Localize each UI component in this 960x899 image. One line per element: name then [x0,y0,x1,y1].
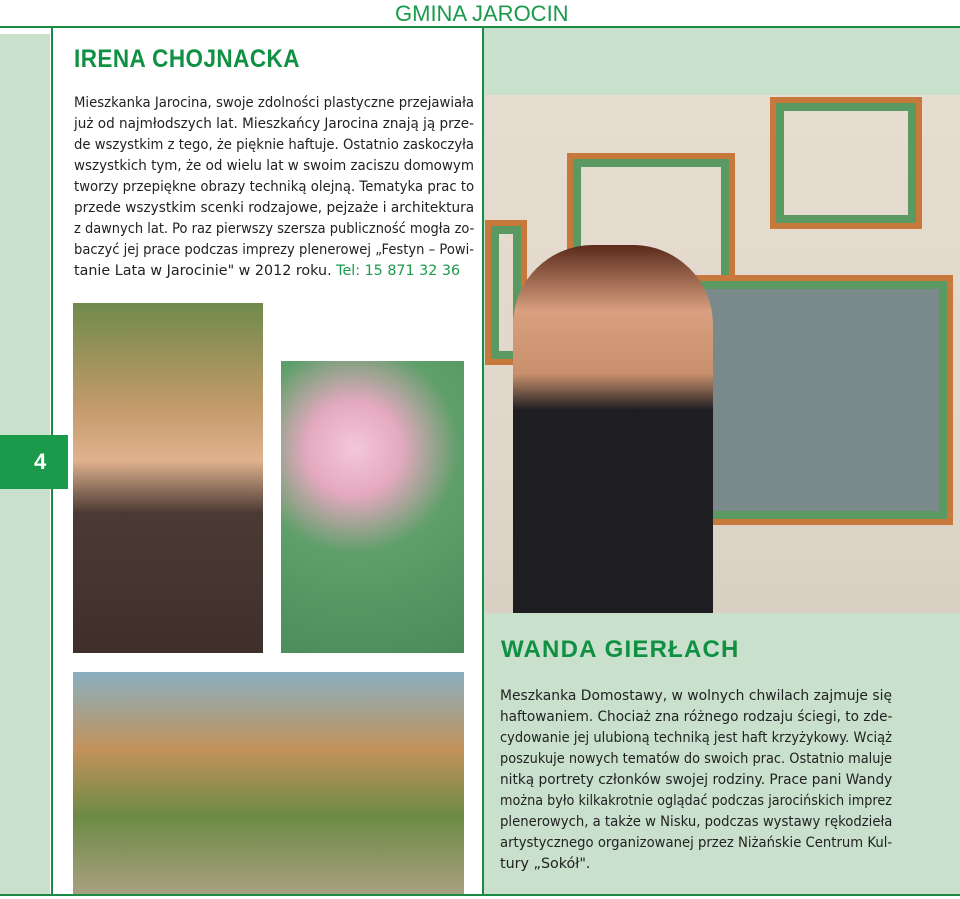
text-line: de wszystkim z tego, że pięknie haftuje. Ostatnio zaskoczyła [74,137,475,153]
person [513,245,713,613]
text-line: przede wszystkim scenki rodzajowe, pejzaże i architektura [74,200,475,216]
text-line-end: tanie Lata w Jarocinie" w 2012 roku. [74,263,337,279]
text-line: już od najmłodszych lat. Mieszkańcy Jarocina znają ją prze- [74,116,474,132]
article-body [500,686,892,875]
publication-title: GMINA JAROCIN [395,1,569,26]
article-body [74,93,474,282]
text-line: wszystkich tym, że od wielu lat w swoim zaciszu domowym [74,158,474,174]
text-line: plenerowych, a także w Nisku, podczas wystawy rękodzieła [500,814,893,830]
framed-child-portrait [691,275,953,525]
portrait-photo [73,303,263,653]
text-line: nitką portrety członków swojej rodziny. Prace pani Wandy [500,772,893,788]
text-line: tworzy przepiękne obrazy techniką olejną. Tematyka prac to [74,179,475,195]
text-line: artystycznego organizowanej przez Niżańskie Centrum Kul- [500,835,893,851]
framed-embroidery [770,97,922,229]
text-line: Meszkanka Domostawy, w wolnych chwilach zajmuje się [500,688,892,704]
magnolia-painting [281,361,464,653]
text-line: cydowanie jej ulubioną techniką jest haft krzyżykowy. Wciąż [500,730,892,746]
divider [0,894,960,896]
text-line: poszukuje nowych tematów do swoich prac. Ostatnio maluje [500,751,893,767]
text-line: tury „Sokół". [500,856,591,872]
text-line [74,261,474,282]
embroidery-photo [485,95,960,613]
page-number: 4 [0,435,68,489]
text-line: baczyć jej prace podczas imprezy plenerowej „Festyn – Powi- [74,242,474,258]
text-line: Mieszkanka Jarocina, swoje zdolności plastyczne przejawiała [74,95,474,111]
forest-painting [73,672,464,894]
article-title: WANDA GIERŁACH [501,636,740,663]
text-line: z dawnych lat. Po raz pierwszy szersza publiczność mogła zo- [74,221,475,237]
text-line: można było kilkakrotnie oglądać podczas jarocińskich imprez [500,793,892,809]
text-line: haftowaniem. Chociaż zna różnego rodzaju ściegi, to zde- [500,709,893,725]
page-header [0,0,960,27]
article-title: IRENA CHOJNACKA [74,45,300,73]
phone-number: Tel: 15 871 32 36 [336,263,461,279]
